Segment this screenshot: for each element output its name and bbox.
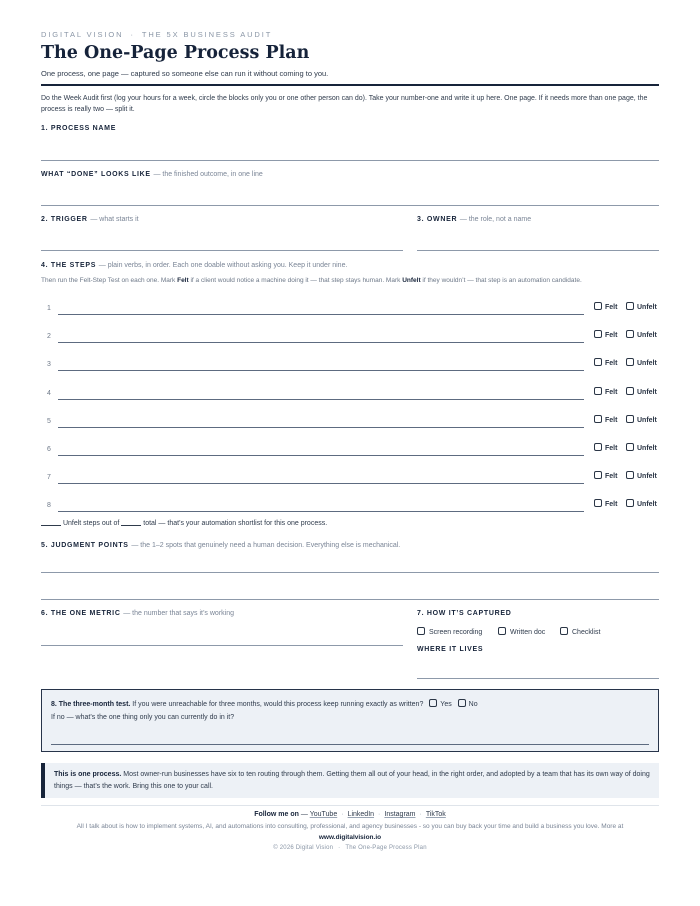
felt-text-3: if they wouldn’t — that step is an automation candidate. — [420, 277, 582, 284]
process-name-label: 1. PROCESS NAME — [41, 125, 117, 132]
step-number: 5 — [47, 418, 51, 425]
checkbox-icon — [626, 358, 634, 366]
unfelt-checkbox-label: Unfelt — [637, 473, 657, 480]
step-field[interactable] — [58, 342, 584, 343]
dot-separator: · — [130, 30, 135, 39]
step-row — [41, 301, 659, 315]
dot-separator: · — [338, 845, 341, 851]
callout-body: Most owner-run businesses have six to ten routing through them. Getting them all out of your head, in the right order, and adopted by a team that has its own way of doing things — that’s the work. Bring this one to your call. — [54, 771, 650, 790]
unfelt-count-field[interactable] — [41, 525, 61, 526]
screen-recording-checkbox[interactable] — [417, 627, 482, 636]
felt-checkbox[interactable] — [594, 302, 617, 311]
metric-hint: — the number that says it’s working — [123, 610, 234, 617]
checkbox-icon — [594, 443, 602, 451]
link-separator: · — [378, 811, 381, 818]
step-number: 6 — [47, 446, 51, 453]
page-subtitle: One process, one page — captured so someone else can run it without coming to you. — [41, 69, 329, 78]
felt-checkbox-label: Felt — [605, 501, 618, 508]
checkbox-icon — [429, 699, 437, 707]
felt-checkbox-label: Felt — [605, 332, 618, 339]
where-it-lives-field[interactable] — [417, 678, 659, 679]
unfelt-checkbox[interactable] — [626, 358, 657, 367]
step-row — [41, 442, 659, 456]
unfelt-checkbox-label: Unfelt — [637, 445, 657, 452]
callout-bold: This is one process. — [54, 771, 122, 778]
footer-divider — [41, 805, 659, 806]
checkbox-icon — [626, 471, 634, 479]
step-field[interactable] — [58, 511, 584, 512]
step-field[interactable] — [58, 455, 584, 456]
three-month-question-text: If you were unreachable for three months, would this process keep running exactly as written? — [130, 701, 424, 708]
metric-label-text: 6. THE ONE METRIC — [41, 610, 121, 617]
felt-checkbox[interactable] — [594, 471, 617, 480]
felt-checkbox[interactable] — [594, 358, 617, 367]
trigger-label — [41, 216, 139, 223]
instagram-link[interactable]: Instagram — [384, 811, 416, 818]
checkbox-icon — [594, 471, 602, 479]
yes-checkbox[interactable] — [425, 701, 451, 708]
copyright-text: © 2026 Digital Vision — [273, 845, 334, 851]
youtube-link[interactable]: YouTube — [309, 811, 338, 818]
step-field[interactable] — [58, 483, 584, 484]
checkbox-icon — [560, 627, 568, 635]
done-label — [41, 171, 263, 178]
unfelt-checkbox[interactable] — [626, 302, 657, 311]
step-field[interactable] — [58, 427, 584, 428]
step-field[interactable] — [58, 314, 584, 315]
trigger-field[interactable] — [41, 250, 403, 251]
done-field[interactable] — [41, 205, 659, 206]
title-divider — [41, 84, 659, 86]
trigger-hint: — what starts it — [90, 216, 139, 223]
three-month-question — [51, 699, 478, 708]
checkbox-icon — [594, 330, 602, 338]
metric-field[interactable] — [41, 645, 403, 646]
steps-label — [41, 262, 347, 269]
checkbox-icon — [626, 443, 634, 451]
step-number: 1 — [47, 305, 51, 312]
yes-label: Yes — [440, 701, 452, 708]
checkbox-icon — [594, 358, 602, 366]
step-field[interactable] — [58, 399, 584, 400]
tally-text-end: total — that’s your automation shortlist for this one process. — [141, 520, 328, 527]
callout-text — [54, 769, 654, 793]
felt-keyword: Felt — [177, 277, 189, 284]
website-link[interactable]: www.digitalvision.io — [318, 834, 382, 841]
steps-hint: — plain verbs, in order. Each one doable without asking you. Keep it under nine. — [98, 262, 348, 269]
judgment-hint: — the 1–2 spots that genuinely need a human decision. Everything else is mechanical. — [131, 542, 401, 549]
checkbox-icon — [417, 627, 425, 635]
felt-checkbox-label: Felt — [605, 417, 618, 424]
done-hint: — the finished outcome, in one line — [153, 171, 263, 178]
footer-copyright — [41, 845, 659, 851]
footer-about: All I talk about is how to implement systems, AI, and automations into consulting, professional, and agency businesses - so you can buy back your time and build a business you love. More at — [76, 823, 624, 830]
link-separator: · — [341, 811, 344, 818]
unfelt-checkbox-label: Unfelt — [637, 389, 657, 396]
felt-text-1: Then run the Felt-Step Test on each one. Mark — [41, 277, 178, 284]
no-label: No — [468, 701, 478, 708]
total-count-field[interactable] — [121, 525, 141, 526]
trigger-label-text: 2. TRIGGER — [41, 216, 88, 223]
doc-name: The One-Page Process Plan — [345, 845, 427, 851]
owner-label-text: 3. OWNER — [417, 216, 458, 223]
unfelt-checkbox[interactable] — [626, 499, 657, 508]
intro-text: Do the Week Audit first (log your hours for a week, circle the blocks only you or one other person can do). Take your number-one and write it up here. One page. If it needs more than one page, the process is really two — split it. — [41, 95, 648, 113]
unfelt-checkbox[interactable] — [626, 415, 657, 424]
three-month-title: 8. The three-month test. — [51, 701, 131, 708]
checkbox-icon — [594, 387, 602, 395]
felt-checkbox[interactable] — [594, 443, 617, 452]
link-separator: · — [419, 811, 422, 818]
follow-label: Follow me on — [254, 811, 299, 818]
screen-recording-label: Screen recording — [429, 629, 483, 636]
checkbox-icon — [498, 627, 506, 635]
unfelt-checkbox[interactable] — [626, 443, 657, 452]
owner-field[interactable] — [417, 250, 659, 251]
checkbox-icon — [626, 330, 634, 338]
checkbox-icon — [626, 387, 634, 395]
step-number: 2 — [47, 333, 51, 340]
checkbox-icon — [594, 302, 602, 310]
felt-text-2: if a client would notice a machine doing it — that step stays human. Mark — [188, 277, 403, 284]
three-month-test-box — [41, 689, 659, 752]
step-field[interactable] — [58, 370, 584, 371]
checkbox-icon — [626, 302, 634, 310]
felt-checkbox[interactable] — [594, 415, 617, 424]
tally-text-mid: Unfelt steps out of — [61, 520, 122, 527]
checklist-label: Checklist — [572, 629, 601, 636]
three-month-followup: If no — what’s the one thing only you can currently do in it? — [51, 714, 235, 721]
felt-checkbox-label: Felt — [605, 473, 618, 480]
felt-checkbox-label: Felt — [605, 445, 618, 452]
owner-label — [417, 216, 531, 223]
metric-label — [41, 610, 234, 617]
checkbox-icon — [626, 499, 634, 507]
written-doc-checkbox[interactable] — [498, 627, 545, 636]
judgment-label — [41, 542, 400, 549]
felt-checkbox[interactable] — [594, 387, 617, 396]
unfelt-checkbox-label: Unfelt — [637, 304, 657, 311]
judgment-label-text: 5. JUDGMENT POINTS — [41, 542, 129, 549]
checkbox-icon — [626, 415, 634, 423]
felt-checkbox-label: Felt — [605, 360, 618, 367]
written-doc-label: Written doc — [510, 629, 546, 636]
step-row — [41, 414, 659, 428]
unfelt-checkbox-label: Unfelt — [637, 332, 657, 339]
checklist-checkbox[interactable] — [560, 627, 600, 636]
no-checkbox[interactable] — [454, 701, 478, 708]
judgment-field-1[interactable] — [41, 572, 659, 573]
felt-checkbox-label: Felt — [605, 389, 618, 396]
social-links — [41, 811, 659, 818]
process-name-field[interactable] — [41, 160, 659, 161]
step-number: 3 — [47, 361, 51, 368]
felt-checkbox-label: Felt — [605, 304, 618, 311]
where-it-lives-label: WHERE IT LIVES — [417, 646, 484, 653]
brand-name: DIGITAL VISION — [41, 30, 124, 39]
checkbox-icon — [458, 699, 466, 707]
step-row — [41, 329, 659, 343]
step-number: 4 — [47, 390, 51, 397]
callout-box — [41, 763, 659, 798]
unfelt-keyword: Unfelt — [402, 277, 421, 284]
owner-hint: — the role, not a name — [459, 216, 532, 223]
tiktok-link[interactable]: TikTok — [425, 811, 446, 818]
unfelt-checkbox[interactable] — [626, 471, 657, 480]
series-name: THE 5X BUSINESS AUDIT — [141, 30, 273, 39]
unfelt-tally — [41, 520, 327, 527]
follow-dash: — — [300, 811, 308, 818]
unfelt-checkbox-label: Unfelt — [637, 501, 657, 508]
page-title: The One-Page Process Plan — [41, 43, 310, 63]
step-number: 7 — [47, 474, 51, 481]
unfelt-checkbox-label: Unfelt — [637, 417, 657, 424]
eyebrow — [41, 30, 272, 39]
checkbox-icon — [594, 499, 602, 507]
linkedin-link[interactable]: LinkedIn — [347, 811, 375, 818]
done-label-text: WHAT “DONE” LOOKS LIKE — [41, 171, 151, 178]
captured-label: 7. HOW IT’S CAPTURED — [417, 610, 512, 617]
step-row — [41, 357, 659, 371]
unfelt-checkbox[interactable] — [626, 387, 657, 396]
felt-checkbox[interactable] — [594, 330, 617, 339]
felt-checkbox[interactable] — [594, 499, 617, 508]
unfelt-checkbox-label: Unfelt — [637, 360, 657, 367]
step-row — [41, 498, 659, 512]
step-row — [41, 470, 659, 484]
steps-label-text: 4. THE STEPS — [41, 262, 97, 269]
step-row — [41, 386, 659, 400]
checkbox-icon — [594, 415, 602, 423]
three-month-answer-field[interactable] — [51, 744, 649, 745]
judgment-field-2[interactable] — [41, 599, 659, 600]
step-number: 8 — [47, 502, 51, 509]
felt-step-instructions — [41, 277, 582, 284]
unfelt-checkbox[interactable] — [626, 330, 657, 339]
